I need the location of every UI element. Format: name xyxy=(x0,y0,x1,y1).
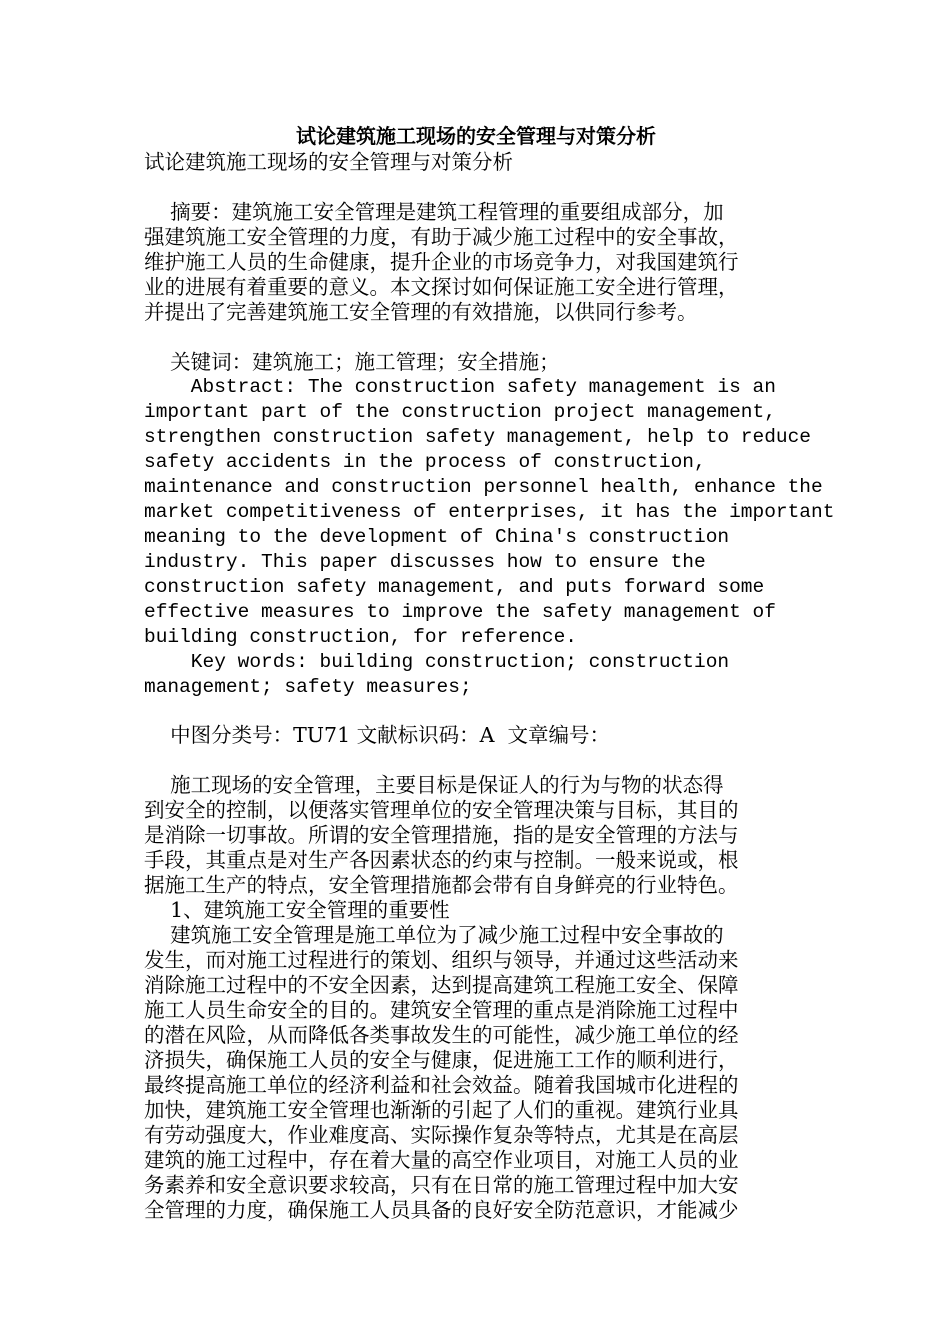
classification-line: 中图分类号：TU71 文献标识码：A 文章编号： xyxy=(144,723,610,747)
intro-paragraph: 施工现场的安全管理，主要目标是保证人的行为与物的状态得 到安全的控制，以便落实管理单位的安全管理决策与目标，其目的 是消除一切事故。所谓的安全管理措施，指的是安全管理的方法与 手段，其重点是对生产各因素状态的约束与控制。一般来说或，根 据施工生产的特点，安全管理措施都会带有自身鲜亮的行业特色。 xyxy=(144,773,739,897)
abstract-english: Abstract: The construction safety management is an important part of the construction project management, strengthen construction safety management, help to reduce safety accidents in the process of construction, maintenance and construction personnel health, enhance the market competitiveness of enterprises, it has the important meaning to the development of China's construction industry. This paper discusses how to ensure the construction safety management, and puts forward some effective measures to improve the safety management of building construction, for reference. xyxy=(144,376,835,648)
keywords-chinese: 关键词：建筑施工；施工管理；安全措施； xyxy=(144,350,560,374)
keywords-english: Key words: building construction; construction management; safety measures; xyxy=(144,651,730,698)
section-heading: 1、建筑施工安全管理的重要性 xyxy=(144,898,450,922)
abstract-chinese: 摘要：建筑施工安全管理是建筑工程管理的重要组成部分，加 强建筑施工安全管理的力度，有助于减少施工过程中的安全事故， 维护施工人员的生命健康，提升企业的市场竞争力，对我国建筑行 业的进展有着重要的意义。本文探讨如何保证施工安全进行管理， 并提出了完善建筑施工安全管理的有效措施，以供同行参考。 xyxy=(144,200,739,324)
section-body-paragraph: 建筑施工安全管理是施工单位为了减少施工过程中安全事故的 发生，而对施工过程进行的策划、组织与领导，并通过这些活动来 消除施工过程中的不安全因素，达到提高建筑工程施工安全、保障 施工人员生命安全的目的。建筑安全管理的重点是消除施工过程中 的潜在风险，从而降低各类事故发生的可能性，减少施工单位的经 济损失，确保施工人员的安全与健康，促进施工工作的顺利进行， 最终提高施工单位的经济利益和社会效益。随着我国城市化进程的 加快，建筑施工安全管理也渐渐的引起了人们的重视。建筑行业具 有劳动强度大，作业难度高、实际操作复杂等特点，尤其是在高层 建筑的施工过程中，存在着大量的高空作业项目，对施工人员的业 务素养和安全意识要求较高，只有在日常的施工管理过程中加大安 全管理的力度，确保施工人员具备的良好安全防范意识，才能减少 xyxy=(144,923,739,1222)
document-subtitle: 试论建筑施工现场的安全管理与对策分析 xyxy=(144,150,513,174)
document-title: 试论建筑施工现场的安全管理与对策分析 xyxy=(296,124,656,148)
